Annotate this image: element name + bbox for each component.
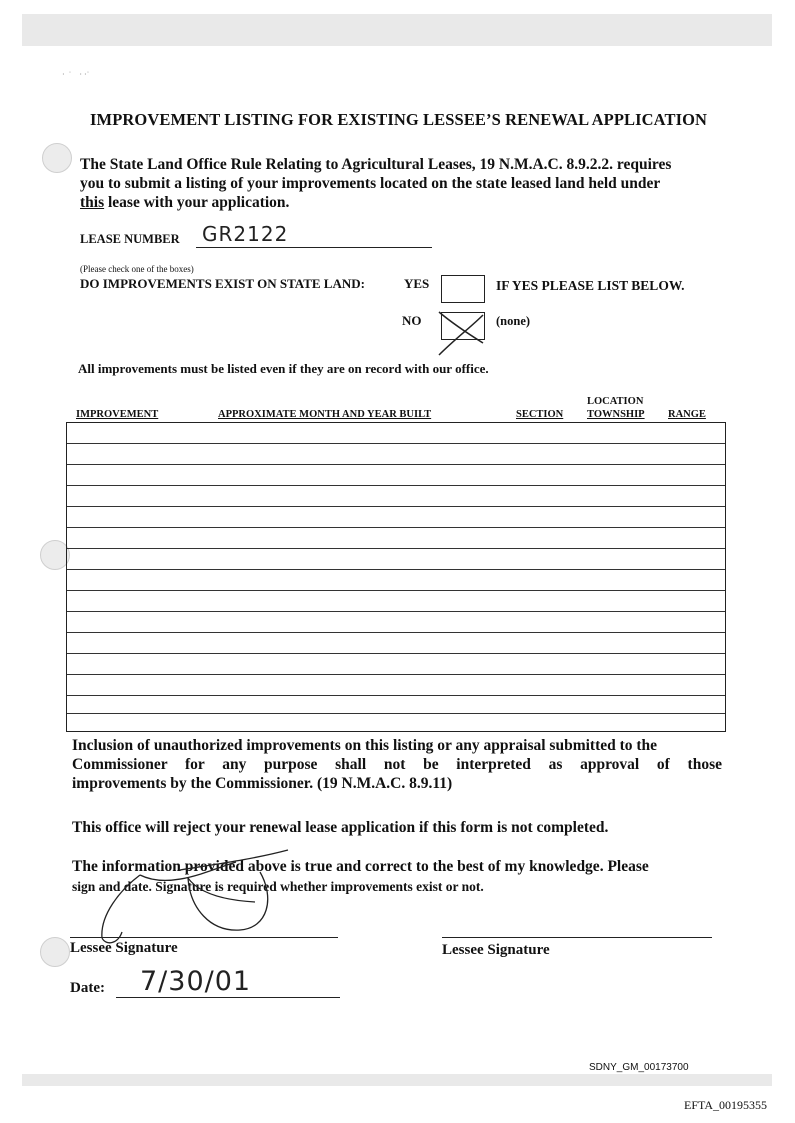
col-range: RANGE [668,409,706,420]
handwritten-signature-icon [60,820,360,950]
lessee-signature-line-1[interactable] [70,937,338,938]
all-listed-note: All improvements must be listed even if they are on record with our office. [78,361,489,376]
scan-top-band [22,14,772,46]
lease-number-label: LEASE NUMBER [80,232,180,246]
table-row[interactable] [67,506,725,507]
no-checkbox[interactable] [441,312,485,340]
table-row[interactable] [67,695,725,696]
check-note: (Please check one of the boxes) [80,264,194,274]
yes-label: YES [404,276,430,291]
bates-number-2: EFTA_00195355 [684,1098,768,1112]
col-improvement: IMPROVEMENT [76,409,159,420]
yes-instruction: IF YES PLEASE LIST BELOW. [496,278,685,293]
lessee-signature-line-2[interactable] [442,937,712,938]
intro-line-1: The State Land Office Rule Relating to Agricultural Leases, 19 N.M.A.C. 8.9.2.2. requires [80,156,672,173]
scan-bottom-band [22,1074,772,1086]
table-row[interactable] [67,713,725,714]
table-row[interactable] [67,653,725,654]
x-check-mark-icon [437,309,499,361]
scan-speck: · ˙ · ·˙ [62,70,90,79]
certify-line-1: The information provided above is true and correct to the best of my knowledge. Please [72,858,649,875]
improvements-question: DO IMPROVEMENTS EXIST ON STATE LAND: [80,276,365,291]
table-row[interactable] [67,527,725,528]
location-header: LOCATION [587,396,644,407]
inclusion-line-1: Inclusion of unauthorized improvements on this listing or any appraisal submitted to the [72,737,658,754]
no-label: NO [402,313,422,328]
lessee-signature-label-1: Lessee Signature [70,940,178,956]
intro-line-2: you to submit a listing of your improvements located on the state leased land held under [80,175,661,192]
bates-number-1: SDNY_GM_00173700 [589,1062,689,1073]
inclusion-line-3: improvements by the Commissioner. (19 N.M.A.C. 8.9.11) [72,775,453,792]
page-title: IMPROVEMENT LISTING FOR EXISTING LESSEE’S RENEWAL APPLICATION [90,110,708,129]
table-row[interactable] [67,464,725,465]
no-note: (none) [496,314,531,328]
table-row[interactable] [67,590,725,591]
col-township: TOWNSHIP [587,409,645,420]
lease-number-value[interactable]: GR2122 [202,222,289,246]
date-line [116,997,340,998]
col-section: SECTION [516,409,564,420]
inclusion-line-2: Commissioner for any purpose shall not be interpreted as approval of those [72,756,722,773]
intro-this-underlined: this [80,194,105,211]
table-row[interactable] [67,548,725,549]
table-row[interactable] [67,569,725,570]
lessee-signature-label-2: Lessee Signature [442,942,550,958]
yes-checkbox[interactable] [441,275,485,303]
table-row[interactable] [67,632,725,633]
intro-line-3-rest: lease with your application. [104,194,290,211]
date-label: Date: [70,980,105,996]
inclusion-notice [72,736,722,793]
certify-line-2: sign and date. Signature is required whether improvements exist or not. [72,879,484,894]
table-row[interactable] [67,443,725,444]
reject-notice: This office will reject your renewal lease application if this form is not completed. [72,819,609,836]
col-month-year-built: APPROXIMATE MONTH AND YEAR BUILT [218,409,432,420]
punch-hole-top [42,143,72,173]
intro-paragraph [80,155,730,212]
lease-number-line [196,247,432,248]
improvements-table [66,422,726,732]
table-row[interactable] [67,485,725,486]
table-row[interactable] [67,674,725,675]
table-row[interactable] [67,611,725,612]
date-value[interactable]: 7/30/01 [140,966,252,997]
intro-line-3 [80,193,730,212]
